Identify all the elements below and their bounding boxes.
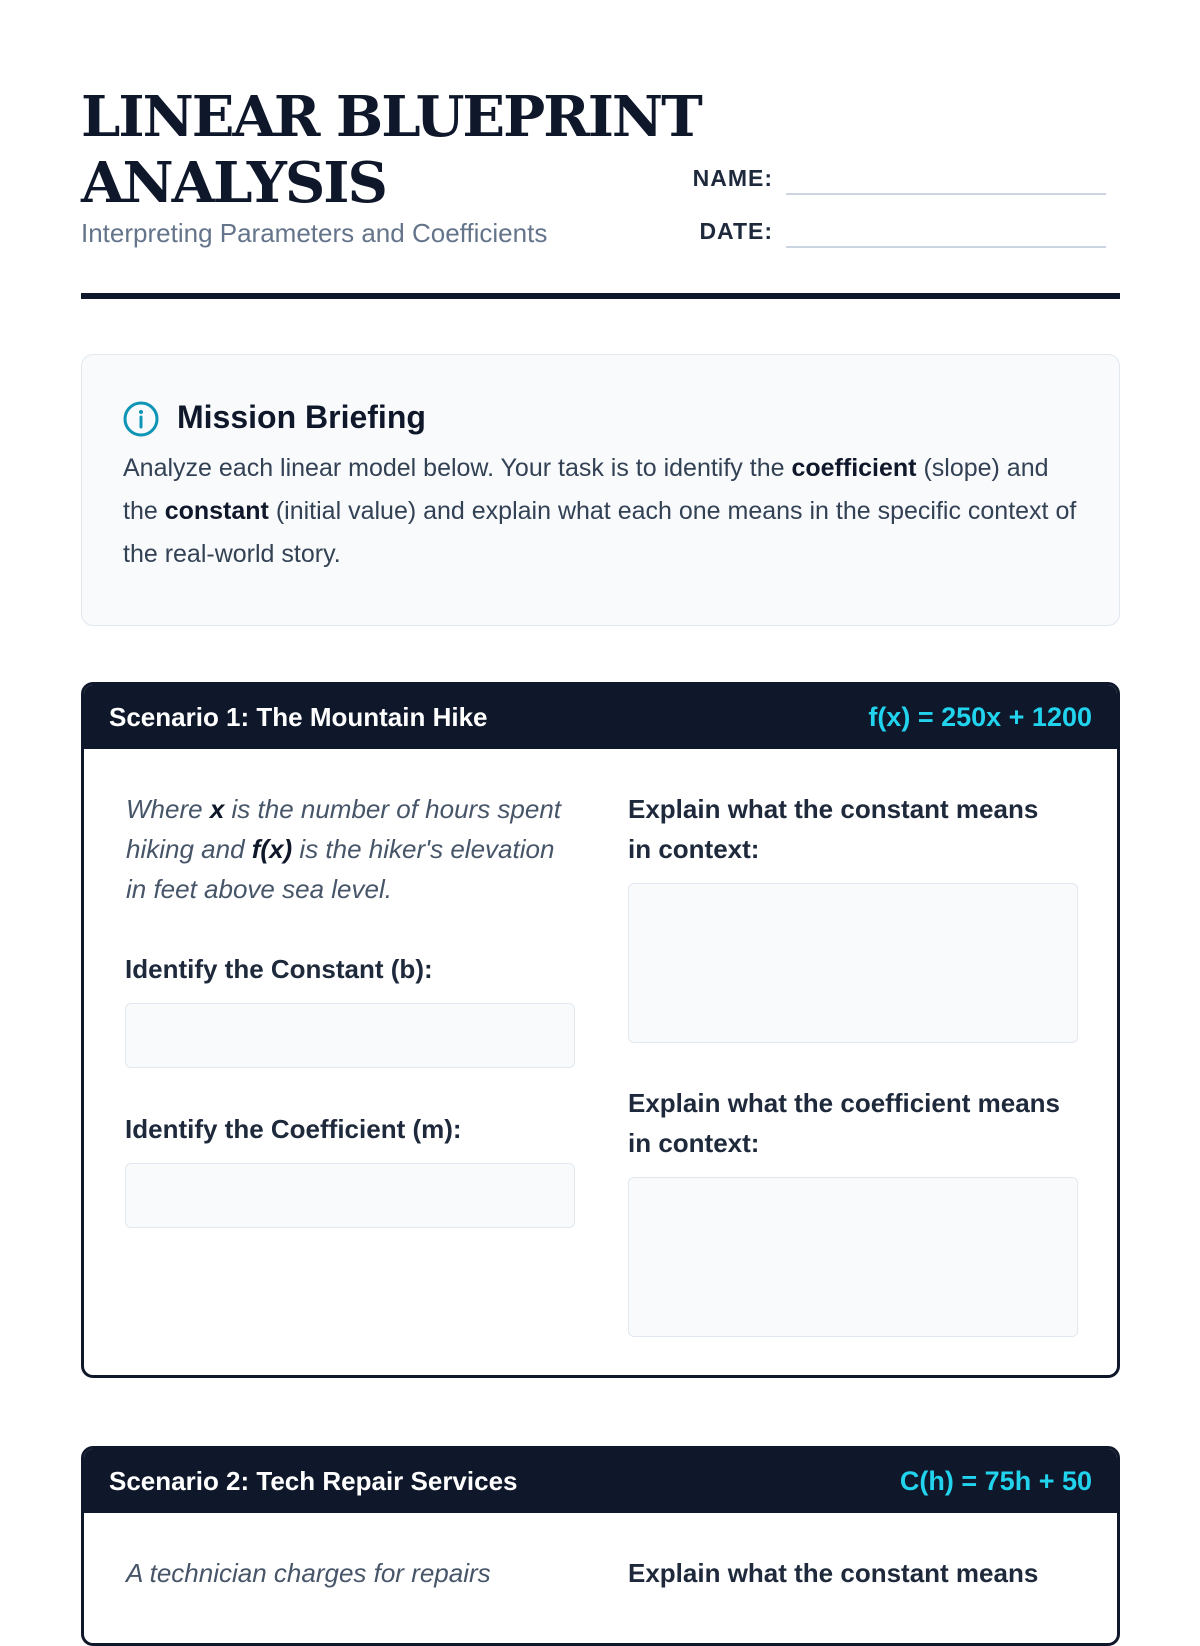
header-divider (81, 293, 1120, 299)
coefficient-label: Identify the Coefficient (m): (125, 1114, 462, 1144)
name-field[interactable] (786, 193, 1106, 195)
scenario-description (126, 1553, 566, 1593)
scenario-formula: f(x) = 250x + 1200 (868, 702, 1092, 732)
briefing-bold-constant: constant (164, 497, 269, 525)
title-line-1: LINEAR BLUEPRINT (81, 84, 701, 150)
desc-part: Where (126, 794, 210, 824)
constant-answer-field[interactable] (125, 1003, 575, 1068)
scenario-title: Scenario 2: Tech Repair Services (109, 1466, 518, 1496)
scenario-card-1 (81, 682, 1120, 1378)
name-label: NAME: (692, 165, 773, 191)
briefing-text (123, 447, 1083, 576)
mission-briefing (81, 354, 1120, 626)
title-line-2: ANALYSIS (81, 150, 386, 216)
explain-constant-label: Explain what the constant means (628, 1558, 1039, 1588)
briefing-bold-coefficient: coefficient (791, 454, 917, 482)
explain-coefficient-field[interactable] (628, 1177, 1078, 1337)
scenario-title: Scenario 1: The Mountain Hike (109, 702, 488, 732)
worksheet-page (81, 0, 1120, 1588)
briefing-text-part: (initial value) and explain what each one means in the specific context of the real-world story. (123, 497, 1077, 568)
scenario-header (84, 1449, 1117, 1513)
briefing-text-part: Analyze each linear model below. Your task is to identify the (123, 454, 792, 482)
desc-function: f(x) (251, 834, 293, 864)
page-title (81, 84, 721, 216)
scenario-card-2 (81, 1446, 1120, 1646)
briefing-title: Mission Briefing (177, 399, 426, 435)
explain-constant-field[interactable] (628, 883, 1078, 1043)
coefficient-answer-field[interactable] (125, 1163, 575, 1228)
scenario-formula: C(h) = 75h + 50 (899, 1466, 1092, 1496)
desc-part: is the hiker's elevation in feet above sea level. (126, 834, 555, 904)
briefing-text-part: (slope) and the (123, 454, 1049, 525)
page-subtitle: Interpreting Parameters and Coefficients (81, 218, 548, 248)
info-icon (123, 401, 159, 437)
desc-variable: x (209, 794, 225, 824)
scenario-header (84, 685, 1117, 749)
date-label: DATE: (699, 218, 773, 244)
desc-part: A technician charges for repairs (126, 1558, 491, 1588)
date-field[interactable] (786, 246, 1106, 248)
worksheet-header (81, 0, 1120, 300)
scenario-description (126, 789, 566, 909)
explain-coefficient-label: Explain what the coefficient means in context: (628, 1088, 1060, 1158)
constant-label: Identify the Constant (b): (125, 954, 433, 984)
desc-part: is the number of hours spent hiking and (126, 794, 562, 864)
explain-constant-label: Explain what the constant means in context: (628, 794, 1039, 864)
